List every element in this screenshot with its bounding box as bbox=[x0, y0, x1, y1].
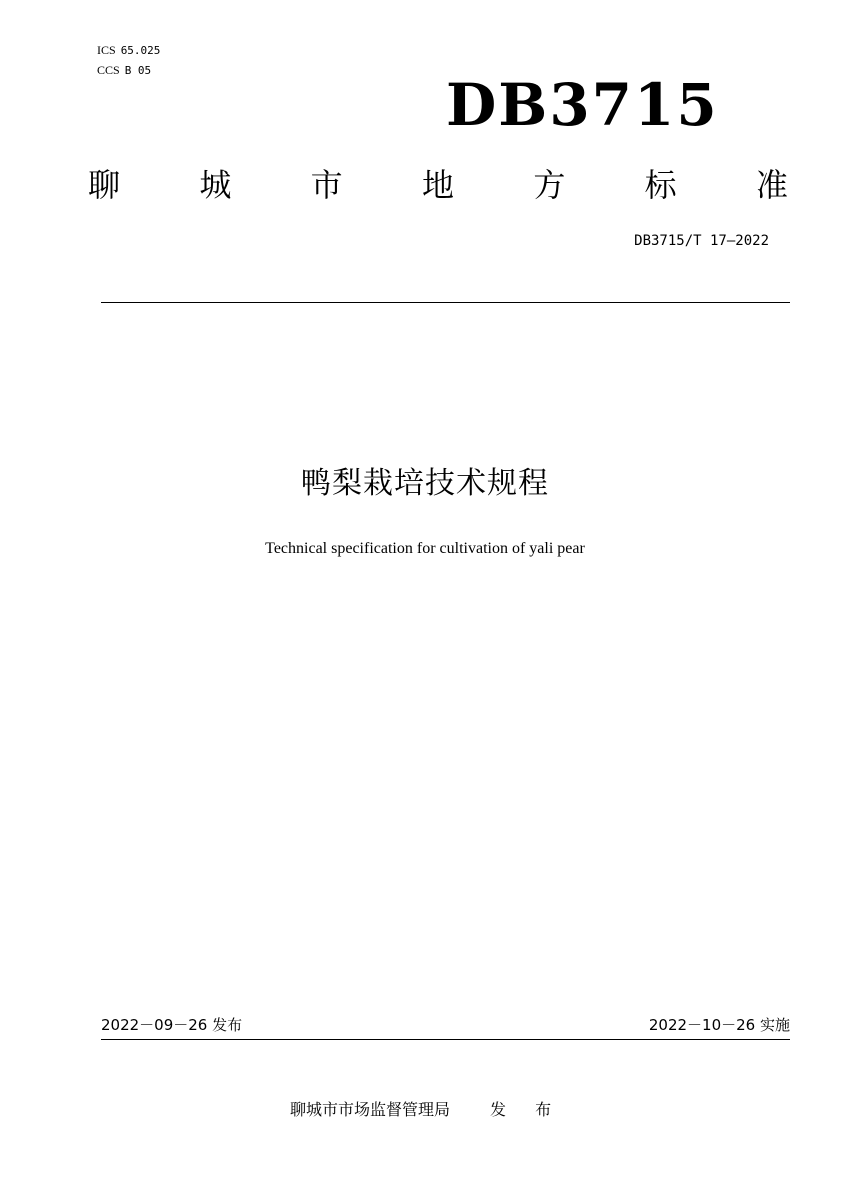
ccs-code-line bbox=[97, 62, 151, 79]
issuer-title-char: 准 bbox=[755, 166, 788, 204]
publisher-name: 聊城市市场监督管理局 bbox=[290, 1100, 451, 1119]
ccs-code: B 05 bbox=[124, 64, 152, 77]
footer-divider bbox=[101, 1039, 790, 1040]
issuer-title-char: 市 bbox=[310, 166, 343, 204]
document-title-en: Technical specification for cultivation of yali pear bbox=[265, 540, 585, 557]
issuer-title-char: 方 bbox=[533, 166, 566, 204]
document-title-zh: 鸭梨栽培技术规程 bbox=[301, 466, 549, 501]
issuer-title-char: 标 bbox=[644, 166, 677, 204]
issuer-title-char: 地 bbox=[421, 166, 454, 204]
standard-number: DB3715/T 17—2022 bbox=[634, 233, 769, 249]
db-code-logo: DB3715 bbox=[446, 71, 719, 139]
publish-action: 发 布 bbox=[490, 1100, 564, 1119]
ccs-label: CCS bbox=[97, 63, 120, 77]
publisher-line bbox=[290, 1098, 563, 1122]
ics-code: 65.025 bbox=[120, 44, 161, 57]
issuer-title bbox=[88, 160, 788, 210]
issuer-title-char: 城 bbox=[199, 166, 232, 204]
issue-date: 2022－09－26 发布 bbox=[101, 1016, 243, 1034]
ics-label: ICS bbox=[97, 43, 116, 57]
ics-code-line bbox=[97, 42, 160, 59]
issuer-title-char: 聊 bbox=[88, 166, 121, 204]
header-divider bbox=[101, 302, 790, 303]
implementation-date: 2022－10－26 实施 bbox=[648, 1016, 790, 1034]
